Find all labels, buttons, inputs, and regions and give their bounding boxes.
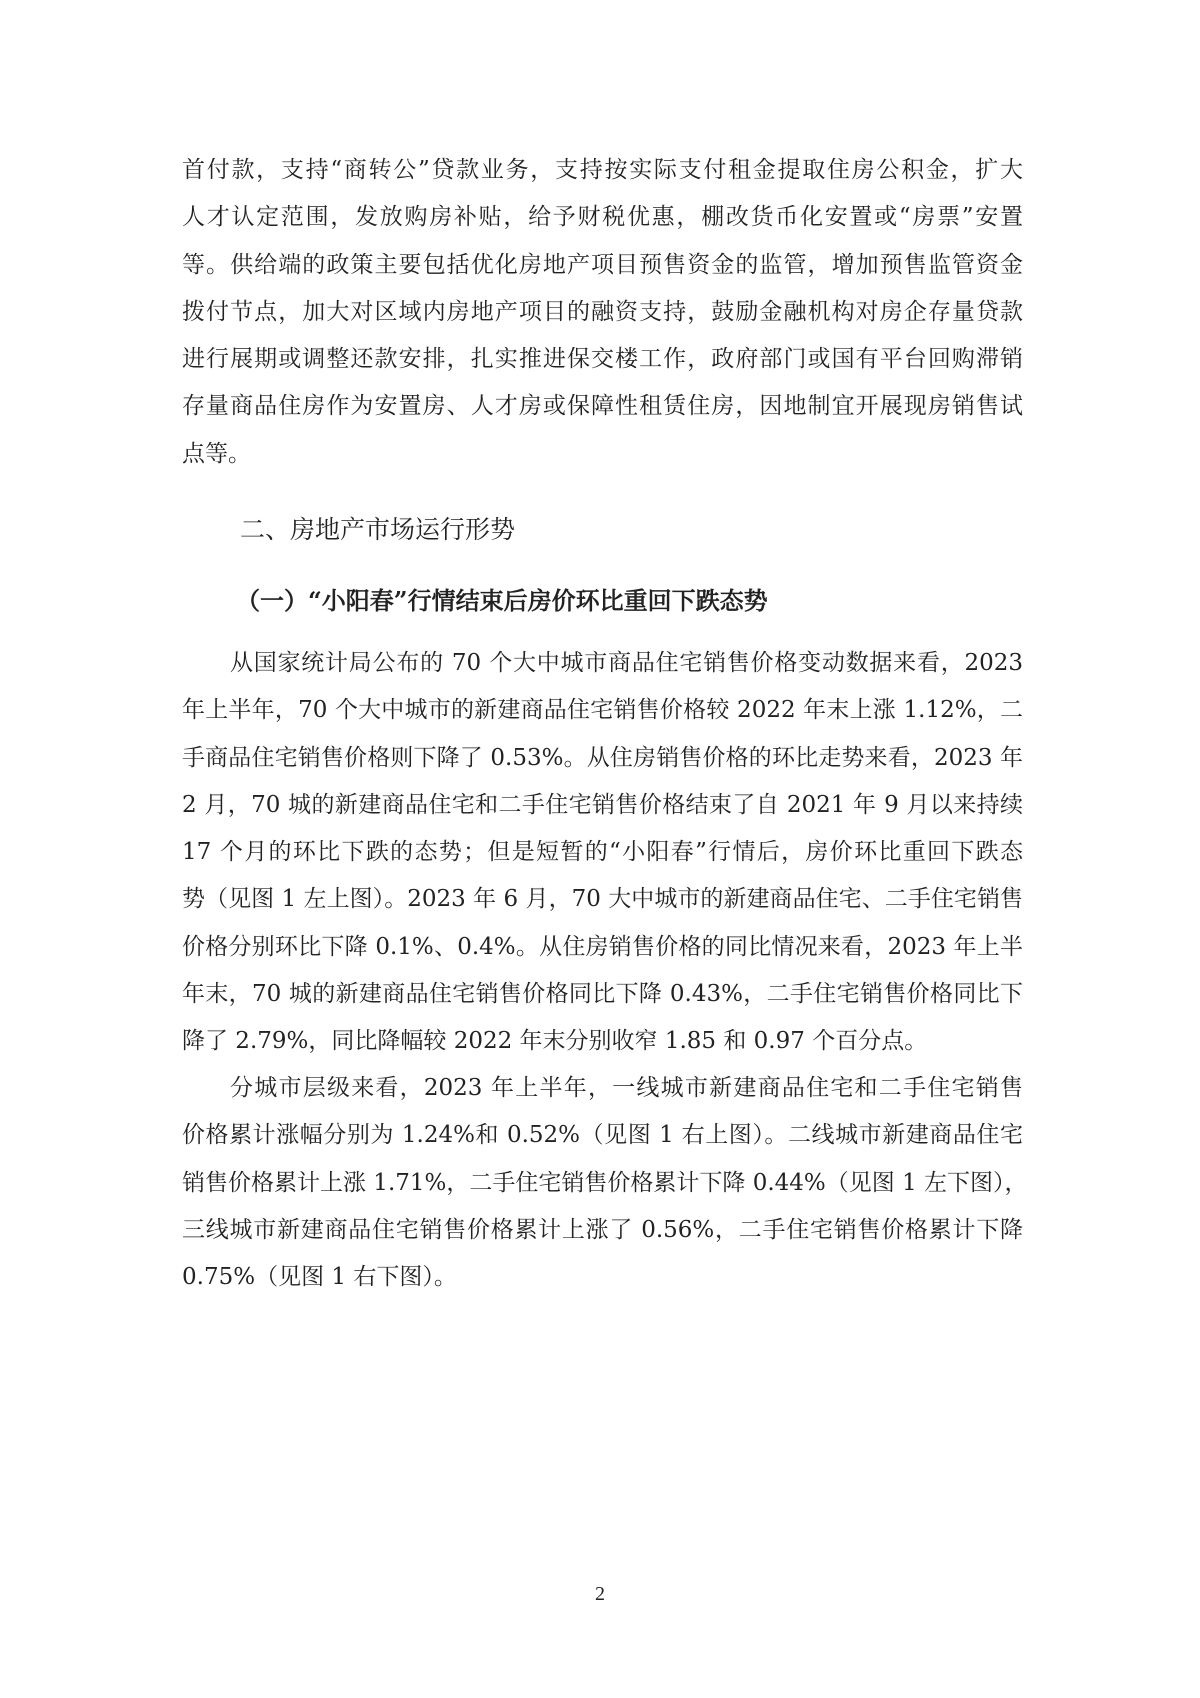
- text-line: 三线城市新建商品住宅销售价格累计上涨了 0.56%，二手住宅销售价格累计下降: [182, 1216, 1023, 1243]
- text-line: 存量商品住房作为安置房、人才房或保障性租赁住房，因地制宜开展现房销售试: [182, 393, 1023, 420]
- text-line: 势（见图 1 左上图）。2023 年 6 月，70 大中城市的新建商品住宅、二手住宅销售: [182, 886, 1023, 913]
- text-line: 销售价格累计上涨 1.71%，二手住宅销售价格累计下降 0.44%（见图 1 左下图），: [182, 1169, 1028, 1196]
- text-line: 年上半年，70 个大中城市的新建商品住宅销售价格较 2022 年末上涨 1.12%，二: [182, 697, 1023, 724]
- section-heading: 二、房地产市场运行形势: [240, 515, 516, 544]
- text-line: 拨付节点，加大对区域内房地产项目的融资支持，鼓励金融机构对房企存量贷款: [182, 298, 1023, 325]
- paragraph-1: [182, 640, 1023, 1066]
- text-line: 分城市层级来看，2023 年上半年，一线城市新建商品住宅和二手住宅销售: [230, 1075, 1023, 1101]
- text-line: 手商品住宅销售价格则下降了 0.53%。从住房销售价格的环比走势来看，2023 年: [182, 744, 1023, 771]
- subsection-heading: （一）“小阳春”行情结束后房价环比重回下跌态势: [236, 586, 768, 615]
- text-line: 点等。: [182, 440, 251, 467]
- paragraph-2: [182, 1065, 1028, 1301]
- text-line: 人才认定范围，发放购房补贴，给予财税优惠，棚改货币化安置或“房票”安置: [182, 204, 1023, 231]
- text-line: 2 月，70 城的新建商品住宅和二手住宅销售价格结束了自 2021 年 9 月以来持续: [182, 791, 1023, 818]
- text-line: 17 个月的环比下跌的态势；但是短暂的“小阳春”行情后，房价环比重回下跌态: [182, 839, 1023, 866]
- text-line: 等。供给端的政策主要包括优化房地产项目预售资金的监管，增加预售监管资金: [182, 251, 1023, 278]
- text-line: 进行展期或调整还款安排，扎实推进保交楼工作，政府部门或国有平台回购滞销: [182, 346, 1023, 373]
- text-line: 年末，70 城的新建商品住宅销售价格同比下降 0.43%，二手住宅销售价格同比下: [182, 981, 1023, 1008]
- paragraph-continued: [182, 147, 1023, 478]
- text-line: 从国家统计局公布的 70 个大中城市商品住宅销售价格变动数据来看，2023: [230, 650, 1023, 676]
- page-number: 2: [595, 1583, 605, 1605]
- text-line: 价格分别环比下降 0.1%、0.4%。从住房销售价格的同比情况来看，2023 年上半: [182, 933, 1023, 960]
- text-line: 降了 2.79%，同比降幅较 2022 年末分别收窄 1.85 和 0.97 个百分点。: [182, 1028, 928, 1055]
- text-line: 价格累计涨幅分别为 1.24%和 0.52%（见图 1 右上图）。二线城市新建商品住宅: [182, 1122, 1023, 1149]
- text-line: 首付款，支持“商转公”贷款业务，支持按实际支付租金提取住房公积金，扩大: [182, 157, 1023, 183]
- text-line: 0.75%（见图 1 右下图）。: [182, 1264, 457, 1291]
